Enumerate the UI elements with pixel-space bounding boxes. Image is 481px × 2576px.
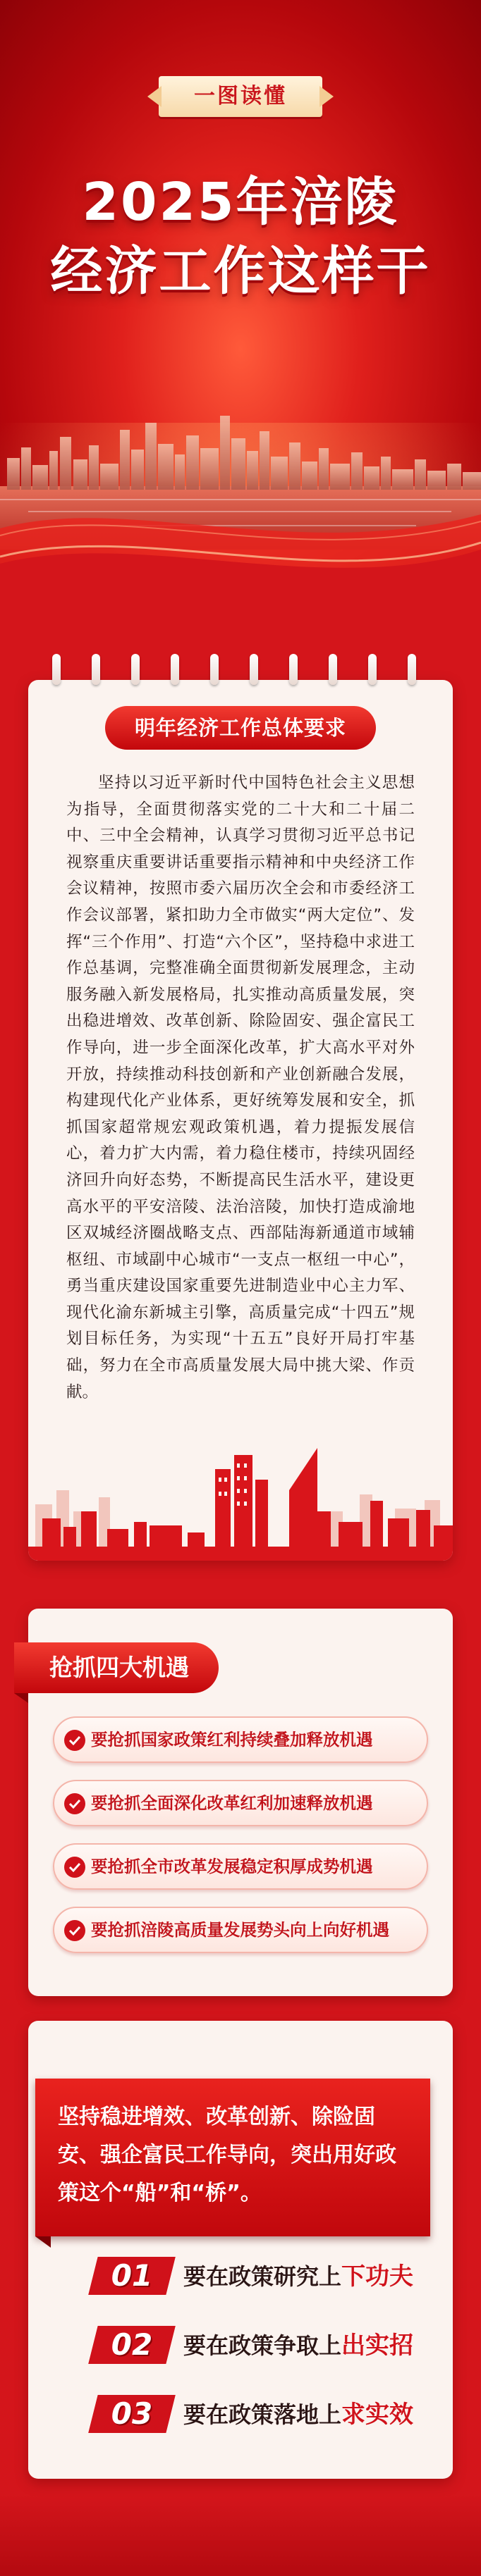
opportunities-heading: 抢抓四大机遇 [14,1642,219,1693]
opportunity-text: 要抢抓全面深化改革红利加速释放机遇 [91,1793,373,1813]
hero-decorative-waves [0,486,481,634]
binder-ring [250,654,258,685]
requirements-heading: 明年经济工作总体要求 [105,706,376,750]
red-skyline-illustration [28,1427,453,1561]
opportunity-text: 要抢抓国家政策红利持续叠加释放机遇 [91,1730,373,1750]
step-number: 01 [111,2258,153,2293]
policy-banner [35,2079,430,2236]
step-highlight: 求实效 [341,2401,414,2429]
step-highlight: 出实招 [341,2332,414,2360]
binder-ring [289,654,298,685]
binder-ring [92,654,100,685]
hero-banner [0,0,481,634]
policy-banner-text: 坚持稳进增效、改革创新、除险固安、强企富民工作导向，突出用好政策这个“船”和“桥”。 [58,2105,396,2205]
hero-title-line2: 经济工作这样干 [50,241,431,302]
step-text [183,2329,413,2363]
binder-ring [171,654,179,685]
step-number: 03 [111,2396,153,2431]
step-number-badge [88,2326,175,2364]
requirements-card [28,680,453,1561]
check-circle-icon [64,1857,85,1878]
binder-ring [52,654,61,685]
opportunity-item [53,1843,428,1890]
step-text [183,2260,413,2293]
opportunities-card [28,1609,453,1996]
binder-ring [210,654,219,685]
bottom-gradient [0,2494,481,2576]
step-number: 02 [111,2327,153,2362]
opportunity-text: 要抢抓全市改革发展稳定积厚成势机遇 [91,1857,373,1876]
step-number-badge [88,2257,175,2295]
binder-ring [329,654,337,685]
step-prefix: 要在政策落地上 [183,2401,342,2428]
policy-step [93,2395,460,2434]
binder-ring [368,654,377,685]
step-text [183,2398,413,2432]
binder-rings [28,654,453,696]
step-number-badge [88,2395,175,2433]
opportunity-item [53,1780,428,1826]
opportunity-item [53,1907,428,1953]
opportunity-item [53,1716,428,1763]
hero-tag: 一图读懂 [159,76,322,117]
requirements-body: 坚持以习近平新时代中国特色社会主义思想为指导，全面贯彻落实党的二十大和二十届二中、三中全会精神，认真学习贯彻习近平总书记视察重庆重要讲话重要指示精神和中央经济工作会议精神，按照市委六届历次全会和市委经济工作会议部署，紧扣助力全市做实“两大定位”、发挥“三个作用”、打造“六个区”，坚持稳中求进工作总基调，完整准确全面贯彻新发展理念，主动服务融入新发展格局，扎实推动高质量发展，突出稳进增效、改革创新、除险固安、强企富民工作导向，进一步全面深化改革，扩大高水平对外开放，持续推动科技创新和产业创新融合发展，构建现代化产业体系，更好统筹发展和安全，抓抓国家超常规宏观政策机遇，着力提振发展信心，着力扩大内需，着力稳住楼市，持续巩固经济回升向好态势，不断提高民生活水平，建设更高水平的平安涪陵、法治涪陵，加快打造成渝地区双城经济圈战略支点、西部陆海新通道市域辅枢纽、市域副中心城市“一支点一枢纽一中心”，勇当重庆建设国家重要先进制造业中心主力军、现代化渝东新城主引擎，高质量完成“十四五”规划目标任务，为实现“十五五”良好开局打牢基础，努力在全市高质量发展大局中挑大梁、作贡献。 [66,774,415,1401]
binder-ring [408,654,416,685]
step-prefix: 要在政策争取上 [183,2332,342,2359]
policy-step [93,2326,460,2365]
hero-title-line1: 2025年涪陵 [82,172,399,233]
policy-step [93,2257,460,2296]
step-prefix: 要在政策研究上 [183,2263,342,2290]
step-highlight: 下功夫 [341,2262,414,2291]
binder-ring [131,654,140,685]
check-circle-icon [64,1793,85,1814]
check-circle-icon [64,1730,85,1751]
check-circle-icon [64,1920,85,1941]
opportunity-text: 要抢抓涪陵高质量发展势头向上向好机遇 [91,1920,389,1940]
